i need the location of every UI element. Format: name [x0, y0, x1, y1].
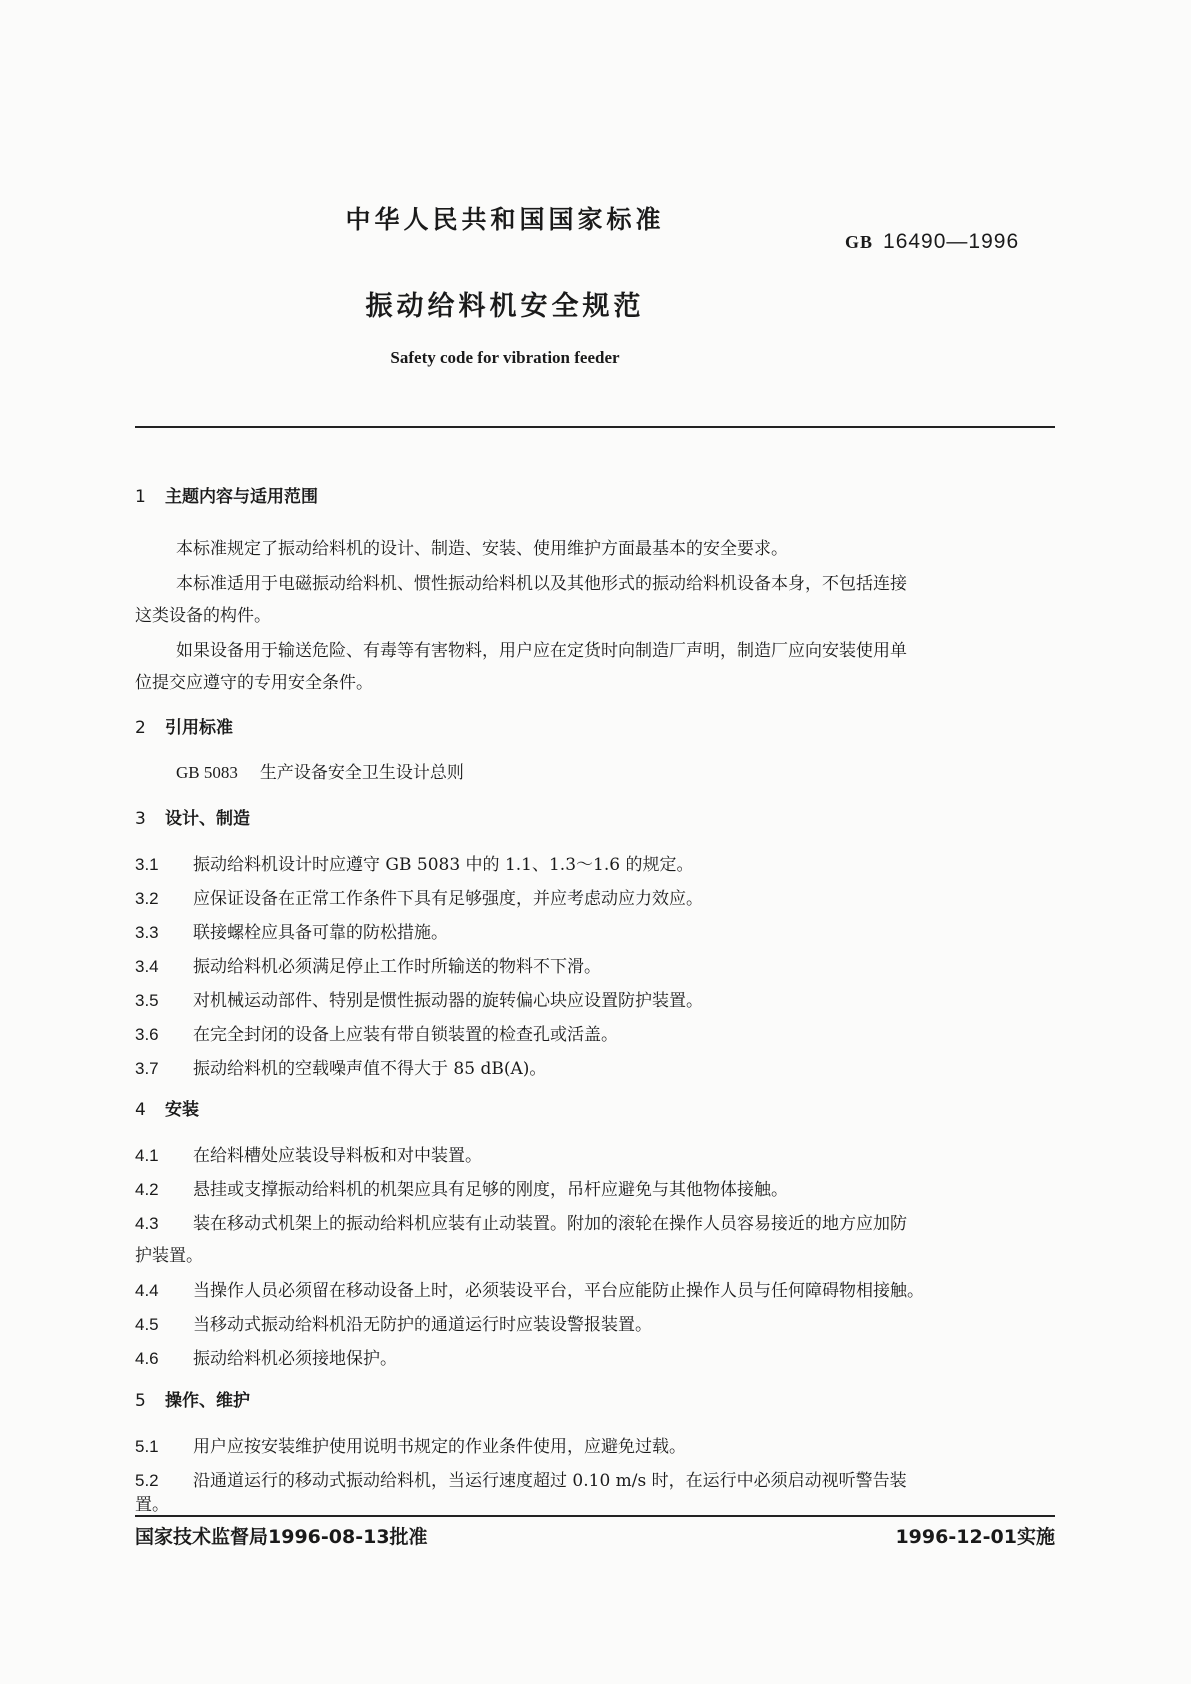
implementation-date: 1996-12-01实施 [895, 1526, 1055, 1548]
reference-title: 生产设备安全卫生设计总则 [259, 763, 464, 783]
clause-5-2-cont: 置。 [135, 1495, 169, 1515]
document-title-en: Safety code for vibration feeder [390, 348, 620, 367]
section-2-heading: 2 引用标准 [135, 718, 233, 738]
section-1-paragraph-3-cont: 位提交应遵守的专用安全条件。 [135, 673, 373, 693]
clause-3-6: 3.6 在完全封闭的设备上应装有带自锁装置的检查孔或活盖。 [135, 1025, 618, 1045]
section-3-heading: 3 设计、制造 [135, 809, 250, 829]
standard-code [845, 230, 1019, 254]
clause-4-3: 4.3 装在移动式机架上的振动给料机应装有止动装置。附加的滚轮在操作人员容易接近的地方应加防 [135, 1214, 907, 1234]
clause-4-5: 4.5 当移动式振动给料机沿无防护的通道运行时应装设警报装置。 [135, 1315, 652, 1335]
clause-3-7: 3.7 振动给料机的空载噪声值不得大于 85 dB(A)。 [135, 1059, 547, 1079]
clause-3-1: 3.1 振动给料机设计时应遵守 GB 5083 中的 1.1、1.3～1.6 的规定。 [135, 855, 694, 875]
reference-code: GB 5083 [176, 763, 238, 782]
section-4-heading: 4 安装 [135, 1100, 199, 1120]
section-1-paragraph-3: 如果设备用于输送危险、有毒等有害物料，用户应在定货时向制造厂声明，制造厂应向安装使用单 [176, 641, 907, 661]
approval-line: 国家技术监督局1996-08-13批准 [135, 1526, 428, 1548]
standard-code-number: 16490—1996 [883, 230, 1020, 253]
clause-5-1: 5.1 用户应按安装维护使用说明书规定的作业条件使用，应避免过载。 [135, 1437, 686, 1457]
document-title-cn: 振动给料机安全规范 [365, 291, 645, 322]
section-5-heading: 5 操作、维护 [135, 1391, 250, 1411]
clause-4-6: 4.6 振动给料机必须接地保护。 [135, 1349, 397, 1369]
standard-code-prefix: GB [845, 232, 874, 252]
section-1-paragraph-1: 本标准规定了振动给料机的设计、制造、安装、使用维护方面最基本的安全要求。 [176, 539, 788, 559]
clause-3-2: 3.2 应保证设备在正常工作条件下具有足够强度，并应考虑动应力效应。 [135, 889, 703, 909]
section-1-heading: 1 主题内容与适用范围 [135, 487, 318, 507]
clause-5-2: 5.2 沿通道运行的移动式振动给料机，当运行速度超过 0.10 m/s 时，在运行中必须启动视听警告装 [135, 1471, 907, 1491]
section-1-paragraph-2: 本标准适用于电磁振动给料机、惯性振动给料机以及其他形式的振动给料机设备本身，不包括连接 [176, 574, 907, 594]
clause-4-2: 4.2 悬挂或支撑振动给料机的机架应具有足够的刚度，吊杆应避免与其他物体接触。 [135, 1180, 788, 1200]
clause-4-1: 4.1 在给料槽处应装设导料板和对中装置。 [135, 1146, 482, 1166]
clause-4-4: 4.4 当操作人员必须留在移动设备上时，必须装设平台，平台应能防止操作人员与任何障碍物相接触。 [135, 1281, 924, 1301]
national-standard-heading: 中华人民共和国国家标准 [345, 205, 665, 234]
clause-3-4: 3.4 振动给料机必须满足停止工作时所输送的物料不下滑。 [135, 957, 601, 977]
section-1-paragraph-2-cont: 这类设备的构件。 [135, 606, 271, 626]
reference-standard [176, 758, 464, 783]
footer-divider [135, 1515, 1055, 1517]
clause-3-3: 3.3 联接螺栓应具备可靠的防松措施。 [135, 923, 448, 943]
clause-3-5: 3.5 对机械运动部件、特别是惯性振动器的旋转偏心块应设置防护装置。 [135, 991, 703, 1011]
clause-4-3-cont: 护装置。 [135, 1246, 203, 1266]
header-divider [135, 426, 1055, 428]
